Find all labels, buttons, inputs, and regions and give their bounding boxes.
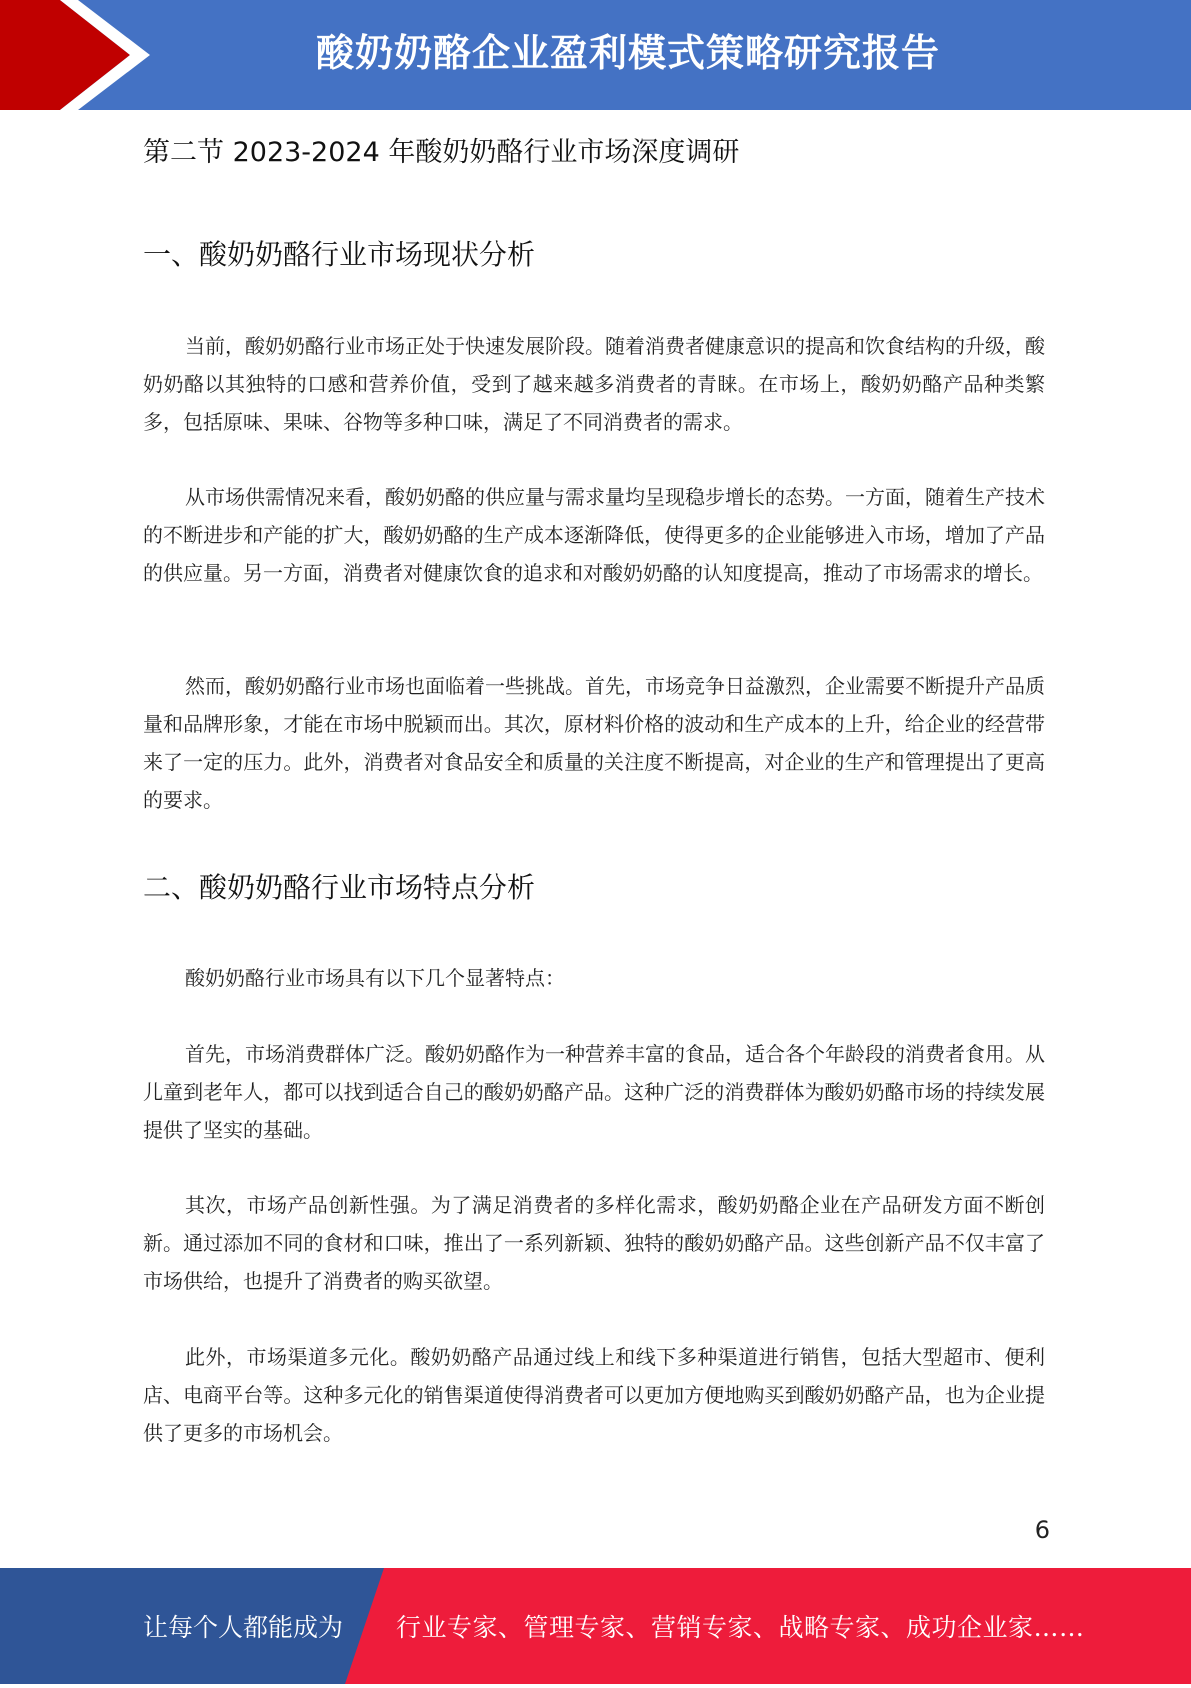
- report-title: 酸奶奶酪企业盈利模式策略研究报告: [316, 31, 941, 75]
- paragraph: 其次，市场产品创新性强。为了满足消费者的多样化需求，酸奶奶酪企业在产品研发方面不断创新。通过添加不同的食材和口味，推出了一系列新颖、独特的酸奶奶酪产品。这些创新产品不仅丰富了市场供给，也提升了消费者的购买欲望。: [143, 1193, 1045, 1293]
- paragraph: 首先，市场消费群体广泛。酸奶奶酪作为一种营养丰富的食品，适合各个年龄段的消费者食用。从儿童到老年人，都可以找到适合自己的酸奶奶酪产品。这种广泛的消费群体为酸奶奶酪市场的持续发展提供了坚实的基础。: [143, 1042, 1045, 1142]
- paragraph: 然而，酸奶奶酪行业市场也面临着一些挑战。首先，市场竞争日益激烈，企业需要不断提升产品质量和品牌形象，才能在市场中脱颖而出。其次，原材料价格的波动和生产成本的上升，给企业的经营带来了一定的压力。此外，消费者对食品安全和质量的关注度不断提高，对企业的生产和管理提出了更高的要求。: [143, 674, 1045, 812]
- section-title: 第二节 2023-2024 年酸奶奶酪行业市场深度调研: [143, 137, 740, 168]
- paragraph: 从市场供需情况来看，酸奶奶酪的供应量与需求量均呈现稳步增长的态势。一方面，随着生产技术的不断进步和产能的扩大，酸奶奶酪的生产成本逐渐降低，使得更多的企业能够进入市场，增加了产品的供应量。另一方面，消费者对健康饮食的追求和对酸奶奶酪的认知度提高，推动了市场需求的增长。: [143, 485, 1045, 585]
- heading-market-features: 二、酸奶奶酪行业市场特点分析: [143, 871, 536, 904]
- paragraph: 当前，酸奶奶酪行业市场正处于快速发展阶段。随着消费者健康意识的提高和饮食结构的升级，酸奶奶酪以其独特的口感和营养价值，受到了越来越多消费者的青睐。在市场上，酸奶奶酪产品种类繁多，包括原味、果味、谷物等多种口味，满足了不同消费者的需求。: [143, 334, 1045, 434]
- paragraph: 酸奶奶酪行业市场具有以下几个显著特点：: [185, 966, 565, 990]
- header-band: [0, 0, 1191, 110]
- paragraph: 此外，市场渠道多元化。酸奶奶酪产品通过线上和线下多种渠道进行销售，包括大型超市、便利店、电商平台等。这种多元化的销售渠道使得消费者可以更加方便地购买到酸奶奶酪产品，也为企业提供了更多的市场机会。: [143, 1345, 1045, 1445]
- footer-slogan: 让每个人都能成为: [143, 1613, 344, 1642]
- page-number: 6: [1034, 1516, 1050, 1544]
- heading-market-status: 一、酸奶奶酪行业市场现状分析: [143, 238, 536, 271]
- chevron-arrow-icon: [0, 0, 160, 110]
- footer-band: [0, 1568, 1191, 1684]
- footer-roles: 行业专家、管理专家、营销专家、战略专家、成功企业家……: [396, 1613, 1085, 1642]
